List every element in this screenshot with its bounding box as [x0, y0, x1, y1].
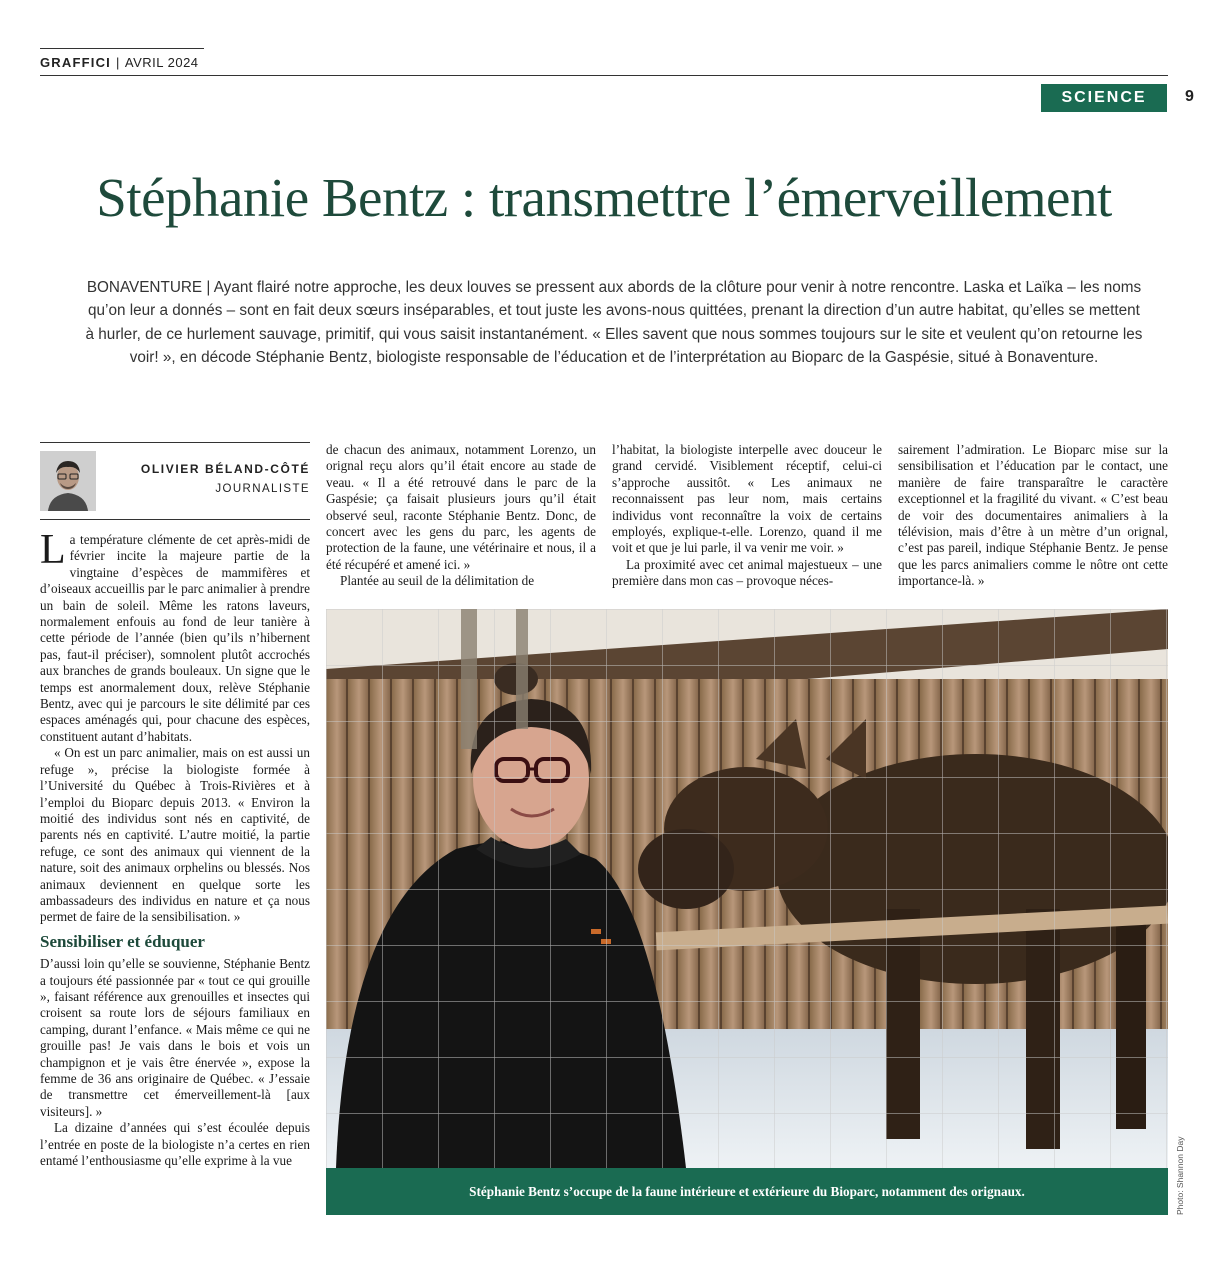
- paragraph: La dizaine d’années qui s’est écoulée depuis l’entrée en poste de la biologiste n’a certes en rien entamé l’enthousiasme qu’elle exprime à la vue: [40, 1120, 310, 1169]
- paragraph: « On est un parc animalier, mais on est aussi un refuge », précise la biologiste formée à l’Université du Québec à Trois-Rivières et à l’emploi du Bioparc depuis 2013. « Environ la moitié des individus sont nés en captivité, de parents nés en captivité. L’autre moitié, la partie refuge, ce sont des animaux qui viennent de la nature, soit des animaux orphelins ou blessés. Nos animaux deviennent en quelque sorte les ambassadeurs des individus en nature et ça nous permet de faire de la sensibilisation. »: [40, 745, 310, 925]
- photo-woman-with-moose-icon: [326, 609, 1168, 1168]
- masthead: [40, 55, 199, 70]
- issue-date: AVRIL 2024: [124, 55, 199, 70]
- article-column-2: [326, 442, 596, 590]
- article-photo: [326, 609, 1168, 1168]
- masthead-separator: |: [115, 55, 120, 70]
- publication-name: GRAFFICI: [40, 55, 111, 70]
- author-rule-bottom: [40, 519, 310, 520]
- section-subheading: Sensibiliser et éduquer: [40, 931, 205, 951]
- author-name: OLIVIER BÉLAND-CÔTÉ: [140, 462, 310, 476]
- paragraph: D’aussi loin qu’elle se souvienne, Stéphanie Bentz a toujours été passionnée par « tout ce qui grouille », faisant référence aux grenouilles et insectes qui croisent sa route lors de séjours familiaux en camping, durant l’enfance. « Mais même ce qui ne grouille pas! Je vais dans le bois et vois un champignon et je vais être énervée », expose la femme de 36 ans originaire de Québec. « J’essaie de transmettre cet émerveillement-là [aux visiteurs]. »: [40, 956, 310, 1119]
- article-column-1: [40, 527, 310, 1169]
- article-lede: BONAVENTURE | Ayant flairé notre approche, les deux louves se pressent aux abords de la clôture pour venir à notre rencontre. Laska et Laïka – les noms qu’on leur a donnés – sont en fait deux sœurs inséparables, et tout juste les avons-nous quittées, prenant la direction d’un autre habitat, qu’elles se mettent à hurler, de ce hurlement sauvage, primitif, qui vous saisit instantanément. « Elles savent que nous sommes toujours sur le site et veulent qu’on retourne les voir! », en décode Stéphanie Bentz, biologiste responsable de l’éducation et de l’interprétation au Bioparc de la Gaspésie, situé à Bonaventure.: [85, 279, 1143, 367]
- paragraph: de chacun des animaux, notamment Lorenzo, un orignal reçu alors qu’il était encore au stade de veau. « Il a été retrouvé dans le parc de la Gaspésie; ça faisait plusieurs jours qu’il était observé seul, raconte Stéphanie Bentz. Donc, de concert avec les gens du parc, les agents de protection de la faune, une vétérinaire et nous, il a été récupéré et amené ici. »: [326, 442, 596, 572]
- author-portrait-icon: [40, 451, 96, 511]
- drop-cap: L: [40, 527, 66, 573]
- paragraph: sairement l’admiration. Le Bioparc mise sur la sensibilisation et l’éducation par le contact, une manière de faire transparaître le caractère exceptionnel et la fragilité du vivant. « C’est beau de voir des documentaires animaliers à la télévision, mais d’être à un mètre d’un orignal, c’est pas pareil, indique Stéphanie Bentz. Je pense que les parcs animaliers comme le nôtre ont cette importance-là. »: [898, 442, 1168, 589]
- article-headline: Stéphanie Bentz : transmettre l’émerveillement: [96, 167, 1112, 228]
- author-avatar: [40, 451, 96, 511]
- section-tag: SCIENCE: [1041, 84, 1167, 112]
- masthead-rule: [40, 48, 204, 49]
- author-rule-top: [40, 442, 310, 443]
- photo-credit: Photo: Shannon Day: [1175, 1136, 1185, 1215]
- paragraph: [40, 527, 310, 745]
- header-rule: [40, 75, 1168, 76]
- article-column-4: [898, 442, 1168, 590]
- paragraph: Plantée au seuil de la délimitation de: [340, 573, 535, 589]
- author-role: JOURNALISTE: [215, 483, 310, 495]
- paragraph-text: a température clémente de cet après-midi de février incite la majeure partie de la vingtaine d’espèces de mammifères et d’oiseaux accueillis par le parc animalier à prendre un bain de soleil. Même les ratons laveurs, normalement enfouis au fond de leur tanière à cette période de l’année (bien qu’ils n’hibernent pas, faut-il préciser), somnolent plutôt accrochés aux branches de grands bouleaux. Un signe que le temps est anormalement doux, relève Stéphanie Bentz, avec qui je parcours le site délimité par ces espaces aménagés qui, pour chacune des espèces, constituent autant d’habitats.: [40, 532, 310, 744]
- photo-caption: Stéphanie Bentz s’occupe de la faune intérieure et extérieure du Bioparc, notamment des orignaux.: [326, 1168, 1168, 1215]
- article-column-3: [612, 442, 882, 590]
- paragraph: La proximité avec cet animal majestueux – une première dans mon cas – provoque néces-: [612, 556, 882, 589]
- page-number: 9: [1185, 88, 1194, 105]
- paragraph: l’habitat, la biologiste interpelle avec douceur le grand cervidé. Visiblement réceptif, celui-ci s’approche aussitôt. « Les animaux ne reconnaissent pas leur nom, mais certains individus vont reconnaître la voix de certains employés, explique-t-elle. Lorenzo, quand il me voit et que je lui parle, il va venir me voir. »: [612, 442, 882, 556]
